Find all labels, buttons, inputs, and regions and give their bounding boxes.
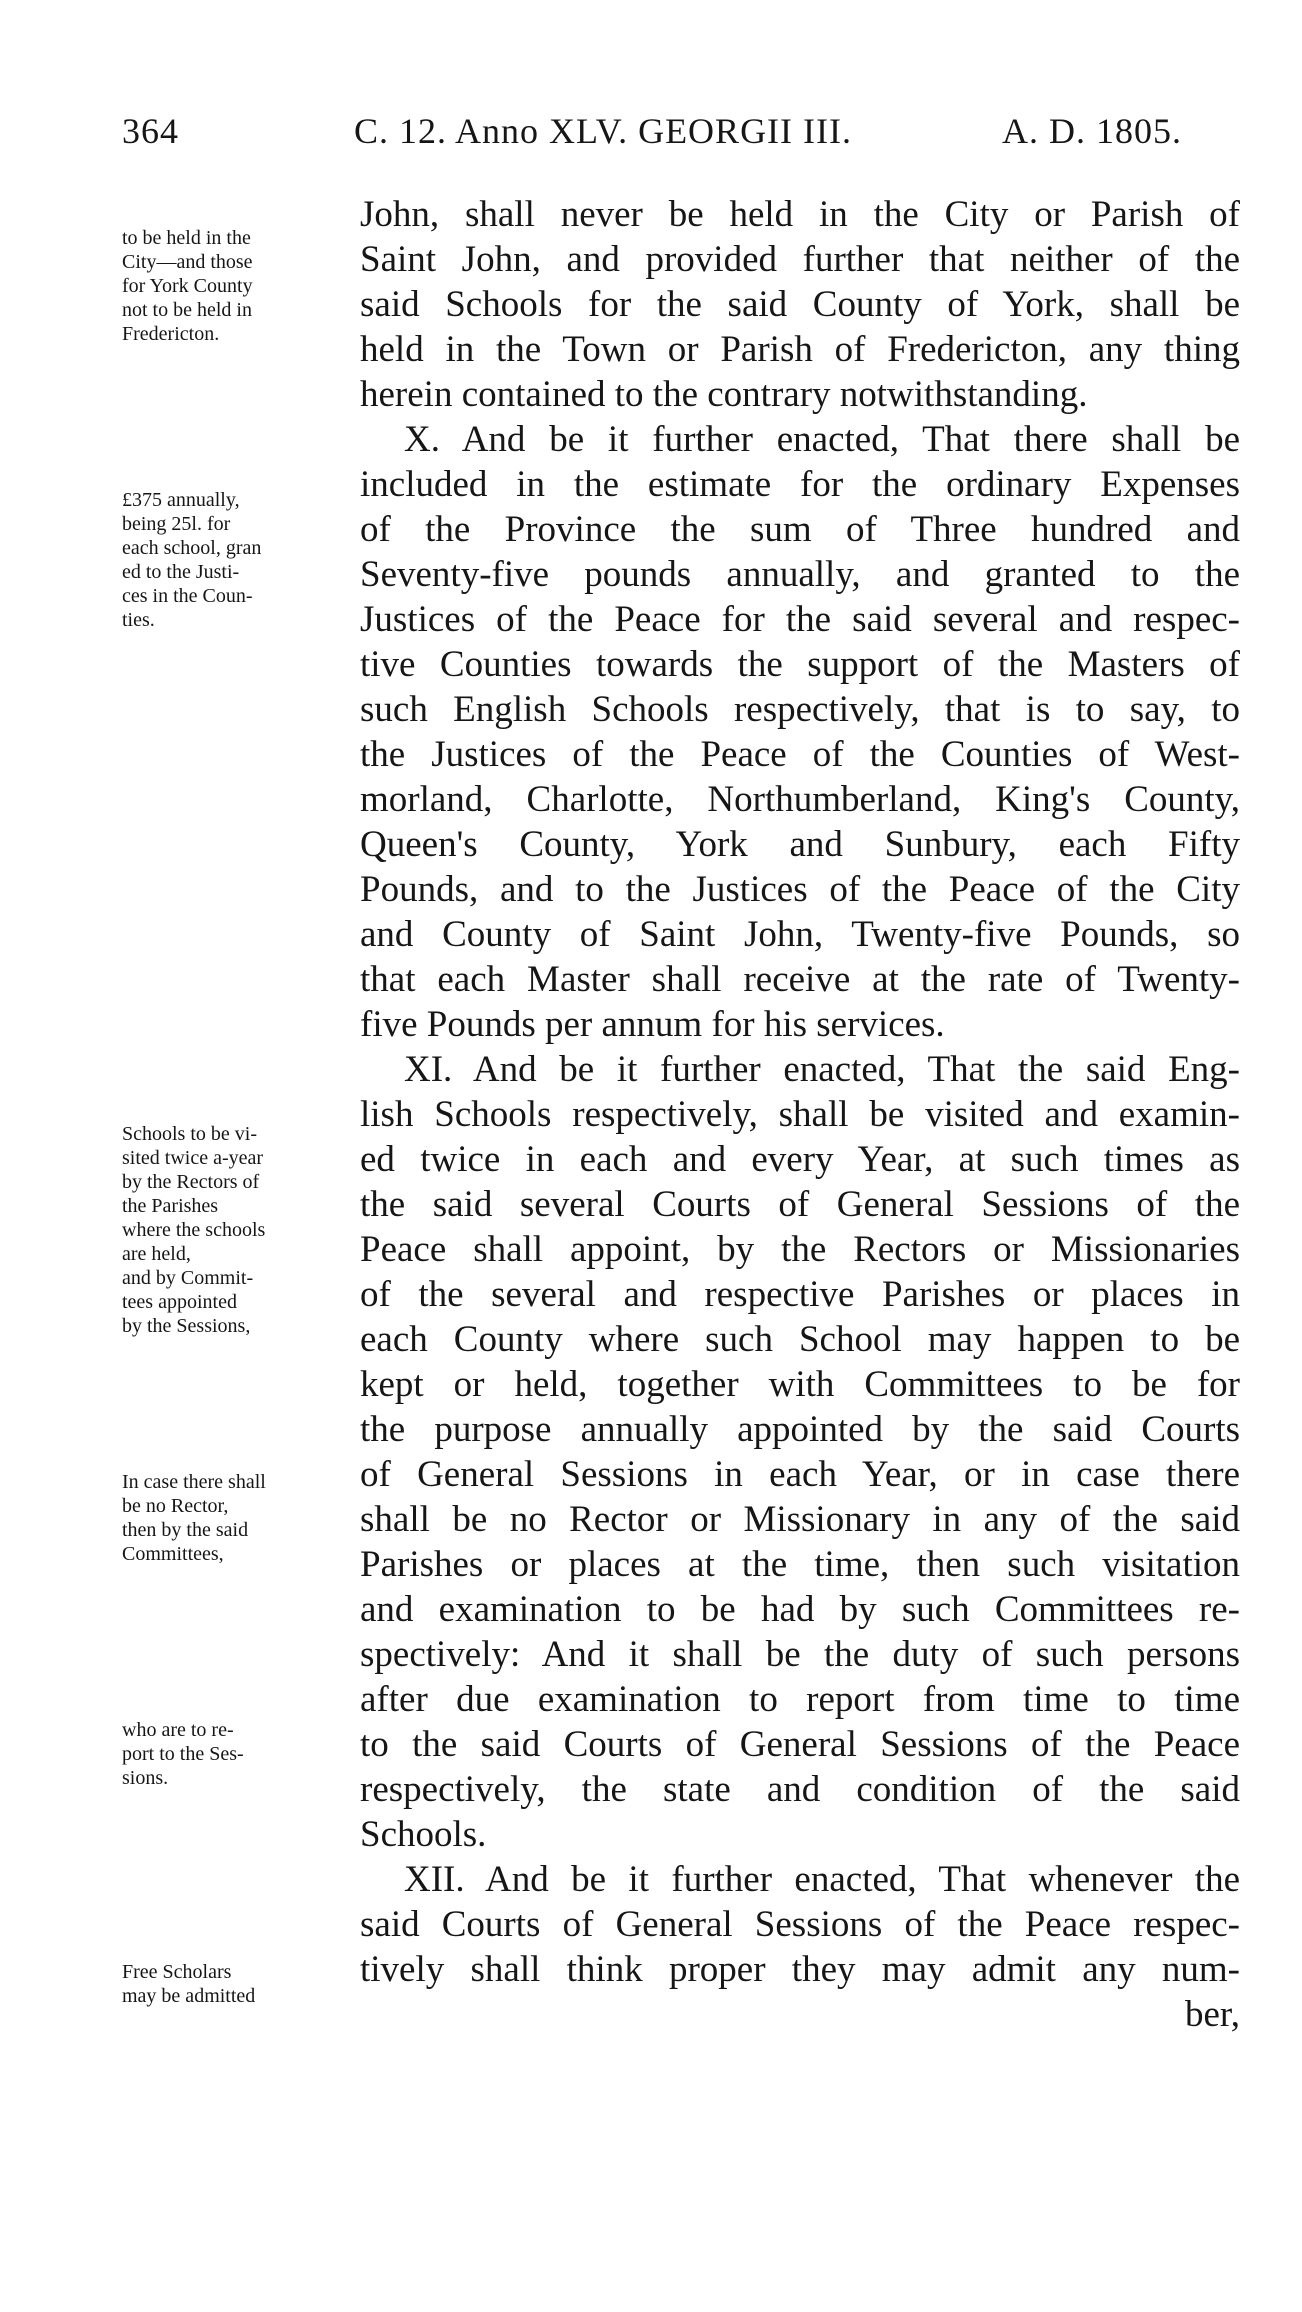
margin-note-free-scholars: Free Scholars may be admitted [122,1961,256,2007]
text-line: of General Sessions in each Year, or in case there [360,1454,1240,1495]
text-line: Pounds, and to the Justices of the Peace of the City [360,869,1240,910]
text-line: respectively, the state and condition of the said [360,1769,1240,1810]
text-line: John, shall never be held in the City or Parish of [360,194,1240,235]
text-line: the Justices of the Peace of the Counties of West- [360,734,1240,775]
text-line: Schools. [360,1814,487,1855]
text-line: X. And be it further enacted, That there shall be [404,419,1240,460]
margin-note-report: who are to re- port to the Ses- sions. [122,1719,244,1789]
text-line: Queen's County, York and Sunbury, each Fifty [360,824,1240,865]
margin-note-visitation: Schools to be vi- sited twice a-year by the Rectors of the Parishes where the schools are held, and by Commit- tees appointed by the Sessions, [122,1123,266,1337]
text-line: the said several Courts of General Sessions of the [360,1184,1240,1225]
text-line: of the several and respective Parishes or places in [360,1274,1240,1315]
page-number: 364 [122,111,179,151]
text-line: kept or held, together with Committees to be for [360,1364,1240,1405]
text-line: of the Province the sum of Three hundred and [360,509,1240,550]
text-line: herein contained to the contrary notwithstanding. [360,374,1088,415]
text-line: held in the Town or Parish of Fredericton, any thing [360,329,1240,370]
text-line: five Pounds per annum for his services. [360,1004,945,1045]
text-line: said Schools for the said County of York, shall be [360,284,1240,325]
text-line: Saint John, and provided further that neither of the [360,239,1240,280]
body-text [360,192,1240,2037]
text-line: ber, [1184,1994,1240,2035]
text-line: shall be no Rector or Missionary in any of the said [360,1499,1240,1540]
margin-note-375-pounds: £375 annually, being 25l. for each school, gran ed to the Justi- ces in the Coun- ties. [122,489,262,631]
text-line: each County where such School may happen to be [360,1319,1240,1360]
text-line: Parishes or places at the time, then such visitation [360,1544,1240,1585]
text-line: the purpose annually appointed by the said Courts [360,1409,1240,1450]
margin-note-city-york: to be held in the City—and those for York County not to be held in Fredericton. [122,227,253,345]
text-line: included in the estimate for the ordinary Expenses [360,464,1240,505]
text-line: Peace shall appoint, by the Rectors or Missionaries [360,1229,1240,1270]
year: A. D. 1805. [1002,111,1182,151]
chapter-title: C. 12. Anno XLV. GEORGII III. [354,111,853,151]
text-line: spectively: And it shall be the duty of such persons [360,1634,1240,1675]
text-line: Justices of the Peace for the said several and respec- [360,599,1240,640]
text-line: that each Master shall receive at the rate of Twenty- [360,959,1240,1000]
text-line: lish Schools respectively, shall be visited and examin- [360,1094,1240,1135]
text-line: after due examination to report from time to time [360,1679,1240,1720]
text-line: said Courts of General Sessions of the Peace respec- [360,1904,1240,1945]
text-line: ed twice in each and every Year, at such times as [360,1139,1240,1180]
text-line: tively shall think proper they may admit any num- [360,1949,1240,1990]
text-line: Seventy-five pounds annually, and granted to the [360,554,1240,595]
text-line: morland, Charlotte, Northumberland, King's County, [360,779,1240,820]
text-line: tive Counties towards the support of the Masters of [360,644,1240,685]
text-line: to the said Courts of General Sessions of the Peace [360,1724,1240,1765]
text-line: XII. And be it further enacted, That whenever the [404,1859,1240,1900]
margin-note-no-rector: In case there shall be no Rector, then by the said Committees, [122,1471,266,1565]
text-line: XI. And be it further enacted, That the said Eng- [404,1049,1240,1090]
text-line: and examination to be had by such Committees re- [360,1589,1240,1630]
text-line: such English Schools respectively, that is to say, to [360,689,1240,730]
text-line: and County of Saint John, Twenty-five Pounds, so [360,914,1240,955]
running-header [122,110,1242,160]
